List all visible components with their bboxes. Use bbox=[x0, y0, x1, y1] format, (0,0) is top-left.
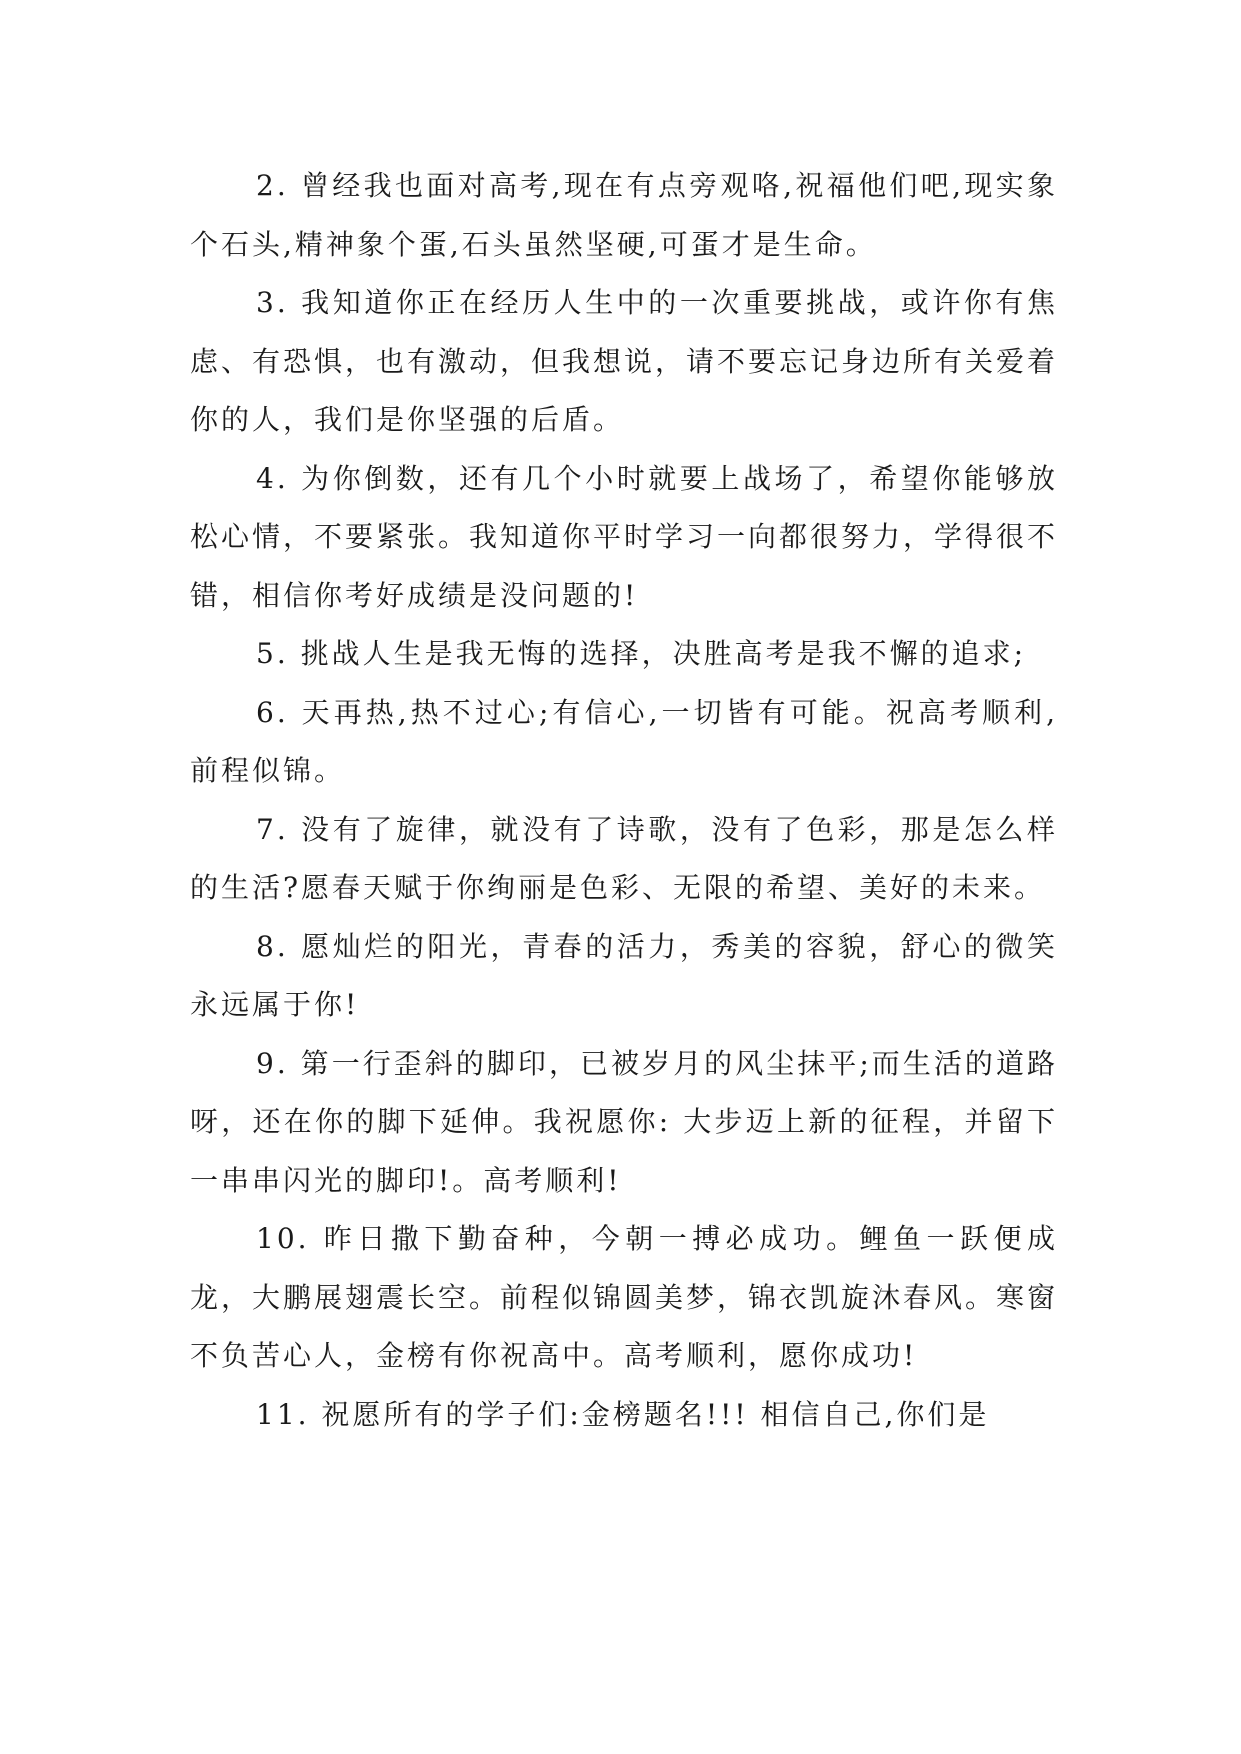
paragraph-11: 11. 祝愿所有的学子们:金榜题名!!! 相信自己,你们是 bbox=[256, 1397, 990, 1431]
document-body bbox=[190, 157, 1058, 1444]
paragraph-2: 2. 曾经我也面对高考,现在有点旁观咯,祝福他们吧,现实象个石头,精神象个蛋,石头虽然坚硬,可蛋才是生命。 bbox=[190, 169, 1058, 261]
paragraph-9: 9. 第一行歪斜的脚印，已被岁月的风尘抹平;而生活的道路呀，还在你的脚下延伸。我祝愿你: 大步迈上新的征程，并留下一串串闪光的脚印!。高考顺利! bbox=[190, 1046, 1058, 1197]
paragraph-5: 5. 挑战人生是我无悔的选择，决胜高考是我不懈的追求; bbox=[256, 637, 1027, 670]
paragraph-6: 6. 天再热,热不过心;有信心,一切皆有可能。祝高考顺利,前程似锦。 bbox=[190, 695, 1058, 787]
paragraph-8: 8. 愿灿烂的阳光，青春的活力，秀美的容貌，舒心的微笑永远属于你! bbox=[190, 929, 1058, 1021]
paragraph-3: 3. 我知道你正在经历人生中的一次重要挑战，或许你有焦虑、有恐惧，也有激动，但我想说，请不要忘记身边所有关爱着你的人，我们是你坚强的后盾。 bbox=[190, 286, 1059, 436]
paragraph-4: 4. 为你倒数，还有几个小时就要上战场了，希望你能够放松心情，不要紧张。我知道你平时学习一向都很努力，学得很不错，相信你考好成绩是没问题的! bbox=[190, 461, 1059, 612]
paragraph-10: 10. 昨日撒下勤奋种，今朝一搏必成功。鲤鱼一跃便成龙，大鹏展翅震长空。前程似锦圆美梦，锦衣凯旋沐春风。寒窗不负苦心人，金榜有你祝高中。高考顺利，愿你成功! bbox=[190, 1222, 1059, 1372]
paragraph-7: 7. 没有了旋律，就没有了诗歌，没有了色彩，那是怎么样的生活?愿春天赋于你绚丽是色彩、无限的希望、美好的未来。 bbox=[190, 812, 1058, 904]
